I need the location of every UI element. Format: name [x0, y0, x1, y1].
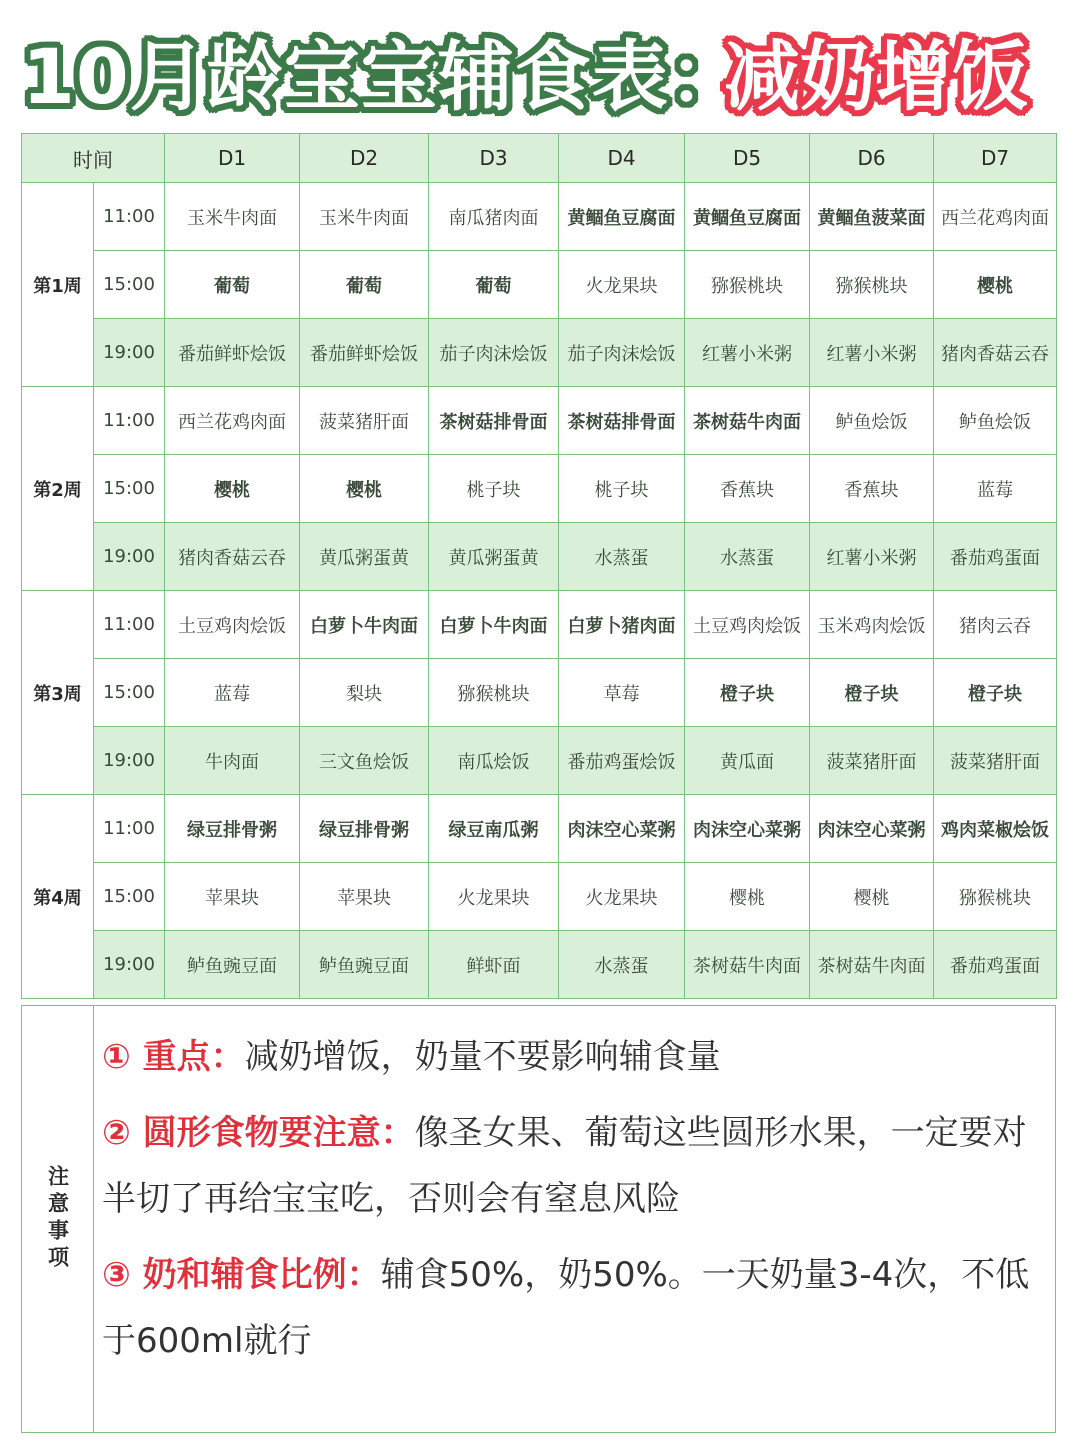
- notes-body: [102, 1024, 1052, 1384]
- meal-cell: 橙子块: [934, 659, 1057, 727]
- meal-cell: 肉沫空心菜粥: [685, 795, 810, 863]
- meal-cell: 鲈鱼烩饭: [934, 387, 1057, 455]
- meal-cell: 绿豆南瓜粥: [429, 795, 559, 863]
- meal-cell: 茶树菇排骨面: [559, 387, 685, 455]
- notes-section: [21, 1005, 1056, 1433]
- meal-cell: 火龙果块: [559, 863, 685, 931]
- note-text: 辅食50%，奶50%。一天奶量3-4次，不低于600ml就行: [102, 1255, 1030, 1361]
- header-d4: D4: [559, 134, 685, 183]
- meal-cell: 红薯小米粥: [810, 319, 934, 387]
- meal-cell: 黄鲴鱼豆腐面: [685, 183, 810, 251]
- note-lead: ② 圆形食物要注意：: [102, 1113, 415, 1153]
- meal-cell: 茶树菇牛肉面: [685, 387, 810, 455]
- meal-cell: 白萝卜牛肉面: [429, 591, 559, 659]
- meal-cell: 蓝莓: [165, 659, 300, 727]
- meal-cell: 绿豆排骨粥: [165, 795, 300, 863]
- header-d7: D7: [934, 134, 1057, 183]
- meal-cell: 绿豆排骨粥: [300, 795, 429, 863]
- week-label: 第1周: [22, 183, 94, 387]
- meal-cell: 梨块: [300, 659, 429, 727]
- meal-cell: 樱桃: [685, 863, 810, 931]
- meal-cell: 茶树菇牛肉面: [685, 931, 810, 999]
- note-item: [102, 1100, 1052, 1232]
- meal-cell: 樱桃: [300, 455, 429, 523]
- meal-cell: 苹果块: [165, 863, 300, 931]
- meal-cell: 番茄鲜虾烩饭: [300, 319, 429, 387]
- meal-cell: 黄瓜面: [685, 727, 810, 795]
- table-row: [22, 931, 1057, 999]
- meal-cell: 玉米鸡肉烩饭: [810, 591, 934, 659]
- header-d1: D1: [165, 134, 300, 183]
- meal-cell: 菠菜猪肝面: [300, 387, 429, 455]
- table-row: [22, 591, 1057, 659]
- meal-cell: 桃子块: [429, 455, 559, 523]
- header-d3: D3: [429, 134, 559, 183]
- meal-cell: 三文鱼烩饭: [300, 727, 429, 795]
- meal-cell: 猕猴桃块: [429, 659, 559, 727]
- time-cell: 11:00: [94, 183, 165, 251]
- meal-cell: 土豆鸡肉烩饭: [165, 591, 300, 659]
- meal-cell: 玉米牛肉面: [165, 183, 300, 251]
- note-item: [102, 1024, 1052, 1090]
- week-label: 第3周: [22, 591, 94, 795]
- note-text: 减奶增饭，奶量不要影响辅食量: [244, 1037, 721, 1077]
- meal-cell: 玉米牛肉面: [300, 183, 429, 251]
- week-label: 第4周: [22, 795, 94, 999]
- table-body: [22, 183, 1057, 999]
- table-row: [22, 863, 1057, 931]
- time-cell: 15:00: [94, 455, 165, 523]
- meal-cell: 黄鲴鱼菠菜面: [810, 183, 934, 251]
- meal-cell: 水蒸蛋: [559, 931, 685, 999]
- meal-cell: 橙子块: [685, 659, 810, 727]
- notes-label-cell: [22, 1006, 94, 1432]
- time-cell: 19:00: [94, 523, 165, 591]
- meal-cell: 菠菜猪肝面: [934, 727, 1057, 795]
- meal-cell: 猪肉云吞: [934, 591, 1057, 659]
- meal-cell: 土豆鸡肉烩饭: [685, 591, 810, 659]
- meal-cell: 猕猴桃块: [810, 251, 934, 319]
- meal-cell: 鲈鱼豌豆面: [165, 931, 300, 999]
- table-row: [22, 183, 1057, 251]
- meal-cell: 黄瓜粥蛋黄: [429, 523, 559, 591]
- time-cell: 15:00: [94, 659, 165, 727]
- meal-cell: 樱桃: [934, 251, 1057, 319]
- meal-cell: 肉沫空心菜粥: [559, 795, 685, 863]
- meal-cell: 水蒸蛋: [685, 523, 810, 591]
- table-row: [22, 523, 1057, 591]
- meal-cell: 香蕉块: [685, 455, 810, 523]
- meal-cell: 番茄鲜虾烩饭: [165, 319, 300, 387]
- meal-cell: 番茄鸡蛋面: [934, 931, 1057, 999]
- meal-cell: 南瓜猪肉面: [429, 183, 559, 251]
- meal-cell: 西兰花鸡肉面: [165, 387, 300, 455]
- table-row: [22, 319, 1057, 387]
- meal-plan-table: [21, 133, 1057, 999]
- time-cell: 19:00: [94, 727, 165, 795]
- meal-cell: 猕猴桃块: [685, 251, 810, 319]
- meal-cell: 茶树菇牛肉面: [810, 931, 934, 999]
- meal-cell: 苹果块: [300, 863, 429, 931]
- meal-cell: 鲈鱼烩饭: [810, 387, 934, 455]
- table-row: [22, 387, 1057, 455]
- table-header-row: [22, 134, 1057, 183]
- time-cell: 11:00: [94, 387, 165, 455]
- note-text: 像圣女果、葡萄这些圆形水果，一定要对半切了再给宝宝吃，否则会有窒息风险: [102, 1113, 1027, 1219]
- time-cell: 11:00: [94, 795, 165, 863]
- meal-cell: 番茄鸡蛋面: [934, 523, 1057, 591]
- header-d2: D2: [300, 134, 429, 183]
- meal-cell: 红薯小米粥: [810, 523, 934, 591]
- meal-cell: 香蕉块: [810, 455, 934, 523]
- meal-cell: 黄鲴鱼豆腐面: [559, 183, 685, 251]
- header-time: 时间: [22, 134, 165, 183]
- note-lead: ① 重点：: [102, 1037, 245, 1077]
- title-highlight: 减奶增饭: [724, 32, 1028, 121]
- note-lead: ③ 奶和辅食比例：: [102, 1255, 381, 1295]
- notes-label: 注意事项: [45, 1165, 70, 1273]
- meal-cell: 茶树菇排骨面: [429, 387, 559, 455]
- time-cell: 15:00: [94, 863, 165, 931]
- meal-cell: 菠菜猪肝面: [810, 727, 934, 795]
- meal-cell: 樱桃: [810, 863, 934, 931]
- meal-cell: 茄子肉沫烩饭: [429, 319, 559, 387]
- table-row: [22, 659, 1057, 727]
- meal-cell: 水蒸蛋: [559, 523, 685, 591]
- week-label: 第2周: [22, 387, 94, 591]
- table-row: [22, 251, 1057, 319]
- time-cell: 15:00: [94, 251, 165, 319]
- time-cell: 11:00: [94, 591, 165, 659]
- meal-cell: 红薯小米粥: [685, 319, 810, 387]
- meal-cell: 南瓜烩饭: [429, 727, 559, 795]
- meal-cell: 草莓: [559, 659, 685, 727]
- meal-cell: 肉沫空心菜粥: [810, 795, 934, 863]
- meal-cell: 白萝卜猪肉面: [559, 591, 685, 659]
- meal-cell: 猪肉香菇云吞: [934, 319, 1057, 387]
- meal-cell: 鸡肉菜椒烩饭: [934, 795, 1057, 863]
- meal-cell: 樱桃: [165, 455, 300, 523]
- meal-cell: 白萝卜牛肉面: [300, 591, 429, 659]
- meal-cell: 鲈鱼豌豆面: [300, 931, 429, 999]
- meal-cell: 火龙果块: [429, 863, 559, 931]
- meal-cell: 猕猴桃块: [934, 863, 1057, 931]
- meal-cell: 番茄鸡蛋烩饭: [559, 727, 685, 795]
- meal-cell: 鲜虾面: [429, 931, 559, 999]
- meal-cell: 葡萄: [429, 251, 559, 319]
- meal-cell: 葡萄: [300, 251, 429, 319]
- meal-cell: 牛肉面: [165, 727, 300, 795]
- page-title: [0, 14, 1080, 124]
- meal-cell: 西兰花鸡肉面: [934, 183, 1057, 251]
- meal-cell: 黄瓜粥蛋黄: [300, 523, 429, 591]
- table-row: [22, 455, 1057, 523]
- meal-cell: 茄子肉沫烩饭: [559, 319, 685, 387]
- table-row: [22, 727, 1057, 795]
- meal-cell: 葡萄: [165, 251, 300, 319]
- header-d5: D5: [685, 134, 810, 183]
- meal-cell: 蓝莓: [934, 455, 1057, 523]
- title-main: 10月龄宝宝辅食表：: [22, 32, 746, 121]
- table-row: [22, 795, 1057, 863]
- note-item: [102, 1242, 1052, 1374]
- time-cell: 19:00: [94, 319, 165, 387]
- meal-cell: 桃子块: [559, 455, 685, 523]
- meal-cell: 火龙果块: [559, 251, 685, 319]
- meal-cell: 橙子块: [810, 659, 934, 727]
- time-cell: 19:00: [94, 931, 165, 999]
- meal-cell: 猪肉香菇云吞: [165, 523, 300, 591]
- header-d6: D6: [810, 134, 934, 183]
